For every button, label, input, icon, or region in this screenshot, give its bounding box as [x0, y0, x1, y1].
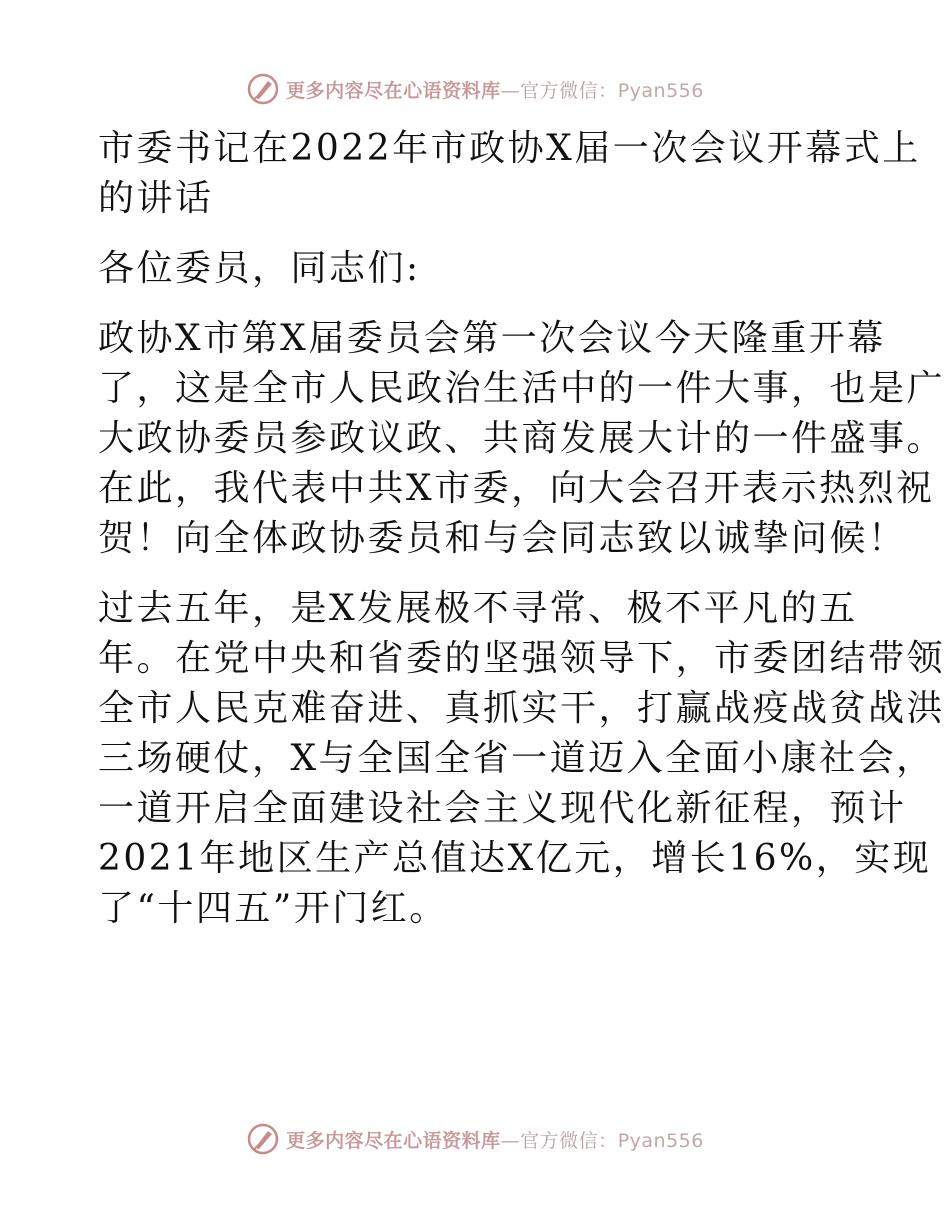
watermark-wechat-id: Pyan556 [617, 1129, 704, 1152]
watermark-header [0, 72, 950, 106]
text-line: 各位委员，同志们: [98, 248, 421, 289]
text-line: 一道开启全面建设社会主义现代化新征程，预计 [98, 788, 907, 829]
watermark-text [286, 1126, 704, 1153]
text-line: 2021年地区生产总值达X亿元，增长16%，实现 [98, 838, 932, 879]
watermark-footer [0, 1122, 950, 1156]
text-line: 三场硬仗，X与全国全省一道迈入全面小康社会， [98, 738, 935, 779]
text-line: 大政协委员参政议政、共商发展大计的一件盛事。 [98, 418, 946, 459]
title-line: 市委书记在2022年市政协X届一次会议开幕式上 [98, 128, 921, 169]
review-paragraph [98, 584, 946, 934]
quill-pen-icon [246, 72, 280, 106]
text-line: 了，这是全市人民政治生活中的一件大事，也是广 [98, 368, 946, 409]
watermark-text [286, 76, 704, 103]
title-line: 的讲话 [98, 178, 214, 219]
watermark-wechat-label: 官方微信： [520, 79, 618, 102]
watermark-brand: 更多内容尽在心语资料库 [286, 1129, 501, 1152]
text-line: 在此，我代表中共X市委，向大会召开表示热烈祝 [98, 468, 935, 509]
document-body [98, 124, 946, 954]
watermark-wechat-label: 官方微信： [520, 1129, 618, 1152]
text-line: 政协X市第X届委员会第一次会议今天隆重开幕 [98, 318, 886, 359]
text-line: 了“十四五”开门红。 [98, 888, 448, 929]
opening-paragraph [98, 314, 946, 564]
document-title [98, 124, 921, 224]
watermark-separator: — [500, 1129, 521, 1152]
watermark-brand: 更多内容尽在心语资料库 [286, 79, 501, 102]
watermark-wechat-id: Pyan556 [617, 79, 704, 102]
salutation-paragraph [98, 244, 858, 294]
watermark-separator: — [500, 79, 521, 102]
text-line: 全市人民克难奋进、真抓实干，打赢战疫战贫战洪 [98, 688, 946, 729]
text-line: 贺！向全体政协委员和与会同志致以诚挚问候！ [98, 518, 907, 559]
text-line: 过去五年，是X发展极不寻常、极不平凡的五 [98, 588, 858, 629]
quill-pen-icon [246, 1122, 280, 1156]
text-line: 年。在党中央和省委的坚强领导下，市委团结带领 [98, 638, 946, 679]
